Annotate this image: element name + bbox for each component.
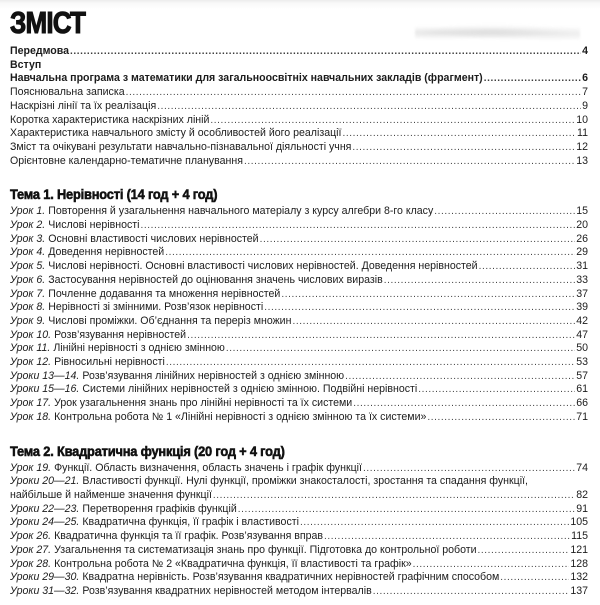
entry-page-number: 15 <box>576 205 588 218</box>
dot-leader <box>427 411 575 425</box>
entry-page-number: 61 <box>576 383 588 396</box>
dot-leader <box>324 530 570 544</box>
entry-label: Зміст та очікувані результати навчально-пізнавальної діяльності учня <box>10 140 352 153</box>
toc-entry <box>10 260 588 274</box>
entry-label: Квадратична функція, її графік і властивості <box>82 516 299 529</box>
entry-page-number: 91 <box>576 502 588 515</box>
lesson-number: Урок 5. <box>10 260 46 273</box>
entry-page-number: 57 <box>576 369 588 382</box>
entry-page-number: 29 <box>576 246 588 259</box>
entry-page-number: 42 <box>576 314 588 327</box>
dot-leader <box>479 260 576 274</box>
entry-label: Коротка характеристика наскрізних ліній <box>10 113 210 126</box>
dot-leader <box>140 219 575 233</box>
lesson-number: Урок 4. <box>10 246 46 259</box>
entry-page-number: 39 <box>576 301 588 314</box>
entry-label: Розв’язування квадратних нерівностей методом інтервалів <box>82 584 372 597</box>
dot-leader <box>500 571 569 585</box>
lesson-number: Уроки 13—14. <box>10 369 80 382</box>
toc-section <box>10 444 588 599</box>
dot-leader <box>352 141 575 155</box>
toc-entry <box>10 72 588 86</box>
dot-leader <box>244 155 575 169</box>
entry-page-number: 66 <box>576 397 588 410</box>
entry-label: Системи лінійних нерівностей з однією змінною. Подвійні нерівності <box>82 383 418 396</box>
entry-label: Навчальна програма з математики для загальноосвітніх навчальних закладів (фрагмент) <box>10 72 483 85</box>
entry-page-number: 105 <box>570 516 588 529</box>
dot-leader <box>187 329 575 343</box>
toc-entry <box>10 127 588 141</box>
entry-page-number: 31 <box>576 260 588 273</box>
dot-leader <box>363 462 575 476</box>
entry-label: Узагальнення та систематизація знань про функції. Підготовка до контрольної роботи <box>54 543 477 556</box>
entry-label: Характеристика навчального змісту й особливостей його реалізації <box>10 127 342 140</box>
toc-entry <box>10 516 588 530</box>
entry-label: Передмова <box>10 45 70 57</box>
toc-entry <box>10 315 588 329</box>
toc-entry <box>10 141 588 155</box>
entry-page-number: 33 <box>576 273 588 286</box>
entry-label: Розв’язування нерівностей <box>54 328 187 341</box>
toc-entry <box>10 233 588 247</box>
lesson-number: Урок 17. <box>10 397 52 410</box>
lesson-number: Урок 26. <box>10 530 52 543</box>
entry-label: Контрольна робота № 2 «Квадратична функція, її властивості та графік» <box>54 557 412 570</box>
lesson-number: Урок 9. <box>10 314 46 327</box>
lesson-number: Урок 7. <box>10 287 46 300</box>
dot-leader <box>260 233 576 247</box>
entry-label: Рівносильні нерівності <box>54 356 165 369</box>
front-matter-list <box>10 45 588 168</box>
toc-entry <box>10 356 588 370</box>
toc-entry <box>10 246 588 260</box>
toc-entry <box>10 558 588 572</box>
entry-label: Вступ <box>10 58 42 71</box>
toc-entry <box>10 45 588 59</box>
entry-label: Квадратна нерівність. Розв’язування квадратичних нерівностей графічним способом <box>82 571 500 584</box>
entry-page-number: 10 <box>576 113 588 126</box>
toc-entry <box>10 329 588 343</box>
entry-page-number: 128 <box>570 557 588 570</box>
lesson-number: Урок 28. <box>10 557 52 570</box>
toc-entry <box>10 585 588 599</box>
entry-label: Повторення й узагальнення навчального матеріалу з курсу алгебри 8-го класу <box>48 205 434 218</box>
entry-page-number: 20 <box>576 219 588 232</box>
toc-entry <box>10 155 588 169</box>
dot-leader <box>373 585 570 599</box>
dot-leader <box>126 86 582 100</box>
entry-label: Нерівності зі змінними. Розв’язок нерівності <box>48 301 264 314</box>
entry-page-number: 12 <box>576 140 588 153</box>
entry-label: Урок узагальнення знань про лінійні нерівності та їх системи <box>54 397 353 410</box>
entry-label: Застосування нерівностей до оцінювання значень числових виразів <box>48 273 383 286</box>
entry-page-number: 74 <box>576 461 588 474</box>
lesson-number: Урок 8. <box>10 301 46 314</box>
dot-leader <box>300 516 569 530</box>
lesson-number: Урок 3. <box>10 232 46 245</box>
lesson-number: Урок 11. <box>10 342 51 355</box>
toc-entry <box>10 530 588 544</box>
lesson-number: Уроки 29—30. <box>10 571 80 584</box>
dot-leader <box>238 503 575 517</box>
entry-label: Почленне додавання та множення нерівностей <box>48 287 281 300</box>
dot-leader <box>213 489 575 503</box>
entry-page-number: 11 <box>577 127 588 140</box>
entry-page-number: 71 <box>576 410 588 423</box>
dot-leader <box>384 274 576 288</box>
section-heading: Тема 2. Квадратична функція (20 год + 4 год) <box>10 443 285 459</box>
dot-leader <box>70 45 581 59</box>
entry-page-number: 53 <box>576 356 588 369</box>
dot-leader <box>226 342 575 356</box>
lesson-number: Урок 19. <box>10 461 52 474</box>
toc-entry <box>10 288 588 302</box>
toc-entry <box>10 370 588 384</box>
entry-page-number: 137 <box>570 584 588 597</box>
lesson-number: Урок 18. <box>10 410 52 423</box>
entry-page-number: 37 <box>576 287 588 300</box>
entry-label: Пояснювальна записка <box>10 86 125 99</box>
toc-entry <box>10 383 588 397</box>
dot-leader <box>418 383 575 397</box>
toc-entry <box>10 462 588 476</box>
entry-label: Функції. Область визначення, область значень і графік функції <box>54 461 362 474</box>
dot-leader <box>434 205 575 219</box>
entry-label: Розв’язування лінійних нерівностей з однією змінною <box>82 369 345 382</box>
entry-page-number: 4 <box>582 45 588 57</box>
dot-leader <box>166 356 575 370</box>
entry-label: Властивості функції. Нулі функції, проміжки знакосталості, зростання та спадання функції, <box>82 475 528 488</box>
toc-entry <box>10 86 588 100</box>
entry-page-number: 7 <box>582 86 588 99</box>
entry-page-number: 132 <box>570 571 588 584</box>
dot-leader <box>165 246 575 260</box>
lesson-number: Урок 1. <box>10 205 46 218</box>
entry-page-number: 121 <box>570 543 588 556</box>
toc-sections <box>10 187 588 598</box>
lesson-number: Уроки 31—32. <box>10 584 80 597</box>
entry-label: Контрольна робота № 1 «Лінійні нерівності з однією змінною та їх системи» <box>54 410 427 423</box>
dot-leader <box>292 315 575 329</box>
dot-leader <box>281 288 575 302</box>
section-heading: Тема 1. Нерівності (14 год + 4 год) <box>10 187 218 203</box>
toc-section <box>10 187 588 424</box>
entry-page-number: 82 <box>576 488 588 501</box>
entry-page-number: 26 <box>576 232 588 245</box>
toc-entry <box>10 205 588 219</box>
entry-label: Квадратична функція та її графік. Розв’язування вправ <box>54 530 324 543</box>
toc-entry <box>10 274 588 288</box>
entry-page-number: 6 <box>582 72 588 85</box>
lesson-number: Уроки 15—16. <box>10 383 80 396</box>
entry-label: Числові нерівності <box>48 219 140 232</box>
toc-entry <box>10 219 588 233</box>
dot-leader <box>413 558 570 572</box>
entry-page-number: 9 <box>582 99 588 112</box>
entry-label: Перетворення графіків функцій <box>82 502 237 515</box>
lesson-number: Урок 12. <box>10 356 52 369</box>
toc-entry <box>10 59 588 73</box>
toc-entry <box>10 342 588 356</box>
lesson-number: Урок 10. <box>10 328 52 341</box>
entry-label: Орієнтовне календарно-тематичне планування <box>10 154 243 167</box>
dot-leader <box>342 127 576 141</box>
lesson-number: Уроки 24—25. <box>10 516 80 529</box>
entry-label: Доведення нерівностей <box>48 246 165 259</box>
entry-label: Числові нерівності. Основні властивості числових нерівностей. Доведення нерівностей <box>48 260 478 273</box>
entry-label: найбільше й найменше значення функції <box>10 488 212 501</box>
dot-leader <box>210 114 575 128</box>
lesson-number: Уроки 22—23. <box>10 502 80 515</box>
lesson-number: Уроки 20—21. <box>10 475 80 488</box>
entry-label: Основні властивості числових нерівностей <box>48 232 259 245</box>
lesson-number: Урок 27. <box>10 543 52 556</box>
toc-entry <box>10 571 588 585</box>
toc-entry <box>10 301 588 315</box>
toc-entry <box>10 503 588 517</box>
entry-label: Наскрізні лінії та їх реалізація <box>10 99 157 112</box>
entry-page-number: 50 <box>576 342 588 355</box>
toc-entry-continuation <box>10 489 588 503</box>
dot-leader <box>484 72 581 86</box>
entry-label: Лінійні нерівності з однією змінною <box>53 342 225 355</box>
lesson-number: Урок 2. <box>10 219 46 232</box>
entry-page-number: 47 <box>576 328 588 341</box>
toc-entry <box>10 100 588 114</box>
dot-leader <box>345 370 575 384</box>
toc-entry <box>10 544 588 558</box>
dot-leader <box>264 301 575 315</box>
entry-page-number: 115 <box>571 530 588 543</box>
toc-entry <box>10 475 588 489</box>
toc-entry <box>10 397 588 411</box>
page-title: ЗМІСТ <box>10 5 86 40</box>
entry-page-number: 13 <box>576 154 588 167</box>
entry-label: Числові проміжки. Об’єднання та переріз множин <box>48 314 292 327</box>
lesson-number: Урок 6. <box>10 273 46 286</box>
dot-leader <box>353 397 575 411</box>
dot-leader <box>478 544 570 558</box>
toc-entry <box>10 114 588 128</box>
toc-entry <box>10 411 588 425</box>
dot-leader <box>157 100 581 114</box>
